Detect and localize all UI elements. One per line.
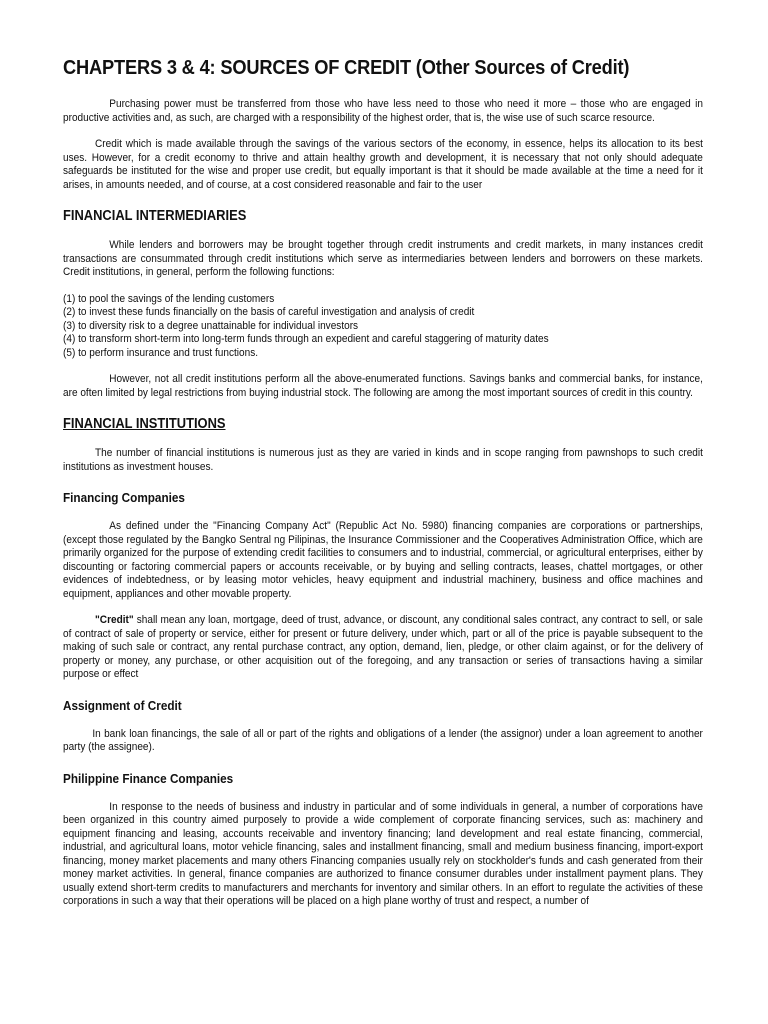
section-heading-financial-intermediaries: FINANCIAL INTERMEDIARIES	[63, 208, 247, 224]
subheading-philippine-finance-companies: Philippine Finance Companies	[63, 770, 234, 786]
intermediaries-paragraph-2: However, not all credit institutions perform all the above-enumerated functions. Savings banks and commercial banks, for instance, are often limited by legal restrictions from buying industrial stock. The following are among the most important sources of credit in this country.	[63, 373, 703, 399]
functions-list	[63, 293, 703, 361]
function-item: (3) to diversity risk to a degree unattainable for individual investors	[63, 319, 359, 332]
function-item: (5) to perform insurance and trust functions.	[63, 346, 259, 359]
credit-definition-text: shall mean any loan, mortgage, deed of trust, advance, or discount, any conditional sales contract, any contract to sell, or sale of contract of sale of property or service, either for present or future delivery, under which, part or all of the price is payable subsequent to the making of such sale or contract, any rental purchase contract, any option, demand, lien, pledge, or other claim against, or for the delivery of property or money, any purchase, or other acquisition out of the foregoing, and any transaction or series of transactions having a similar purpose or effect	[63, 614, 703, 680]
section-heading-financial-institutions: FINANCIAL INSTITUTIONS	[63, 416, 226, 432]
credit-term: "Credit"	[95, 614, 134, 626]
intro-paragraph-2: Credit which is made available through the savings of the various sectors of the economy, in essence, helps its allocation to its best uses. However, for a credit economy to thrive and attain healthy growth and development, it is necessary that not only should adequate safeguards be instituted for the wise and proper use credit, but equally important is that it should be made available at the time a need for it arises, in amounts needed, and of course, at a cost considered reasonable and fair to the user	[63, 138, 703, 191]
assignment-paragraph-1: In bank loan financings, the sale of all or part of the rights and obligations of a lender (the assignor) under a loan agreement to another party (the assignee).	[63, 727, 703, 753]
credit-definition-paragraph	[63, 614, 703, 682]
function-item: (2) to invest these funds financially on the basis of careful investigation and analysis of credit	[63, 306, 475, 318]
subheading-assignment-of-credit: Assignment of Credit	[63, 697, 182, 713]
function-item: (4) to transform short-term into long-term funds through an expedient and careful staggering of maturity dates	[63, 333, 549, 345]
document-title: CHAPTERS 3 & 4: SOURCES OF CREDIT (Other Sources of Credit)	[63, 56, 630, 79]
subheading-financing-companies: Financing Companies	[63, 490, 185, 505]
function-item: (1) to pool the savings of the lending customers	[63, 292, 275, 305]
institutions-paragraph-1: The number of financial institutions is numerous just as they are varied in kinds and in scope ranging from pawnshops to such credit institutions as investment houses.	[63, 447, 703, 473]
page-content	[63, 56, 703, 922]
intermediaries-paragraph-1: While lenders and borrowers may be brought together through credit instruments and credit markets, in many instances credit transactions are consummated through credit institutions which serve as intermediaries between lenders and borrowers on these markets. Credit institutions, in general, perform the following functions:	[63, 239, 703, 278]
philippine-finance-paragraph-1: In response to the needs of business and industry in particular and of some individuals in general, a number of corporations have been organized in this country aimed purposely to provide a wide complement of corporate financing services, such as: machinery and equipment financing and leasing, accounts receivable and inventory financing; land development and real estate financing, commercial, industrial, and agricultural loans, motor vehicle financing, sales and installment financing, small and medium business financing, import-export financing, money market placements and many others Financing companies usually rely on stockholder's funds and cash generated from their money market activities. In general, finance companies are authorized to finance consumer durables under installment payment plans. They usually extend short-term credits to manufacturers and merchants for inventory and similar others. In an effort to regulate the activities of these corporations in such a way that their operations will be placed on a high plane worthy of trust and respect, a number of	[63, 800, 703, 907]
intro-paragraph-1: Purchasing power must be transferred from those who have less need to those who need it more – those who are engaged in productive activities and, as such, are charged with a responsibility of the highest order, that is, the wise use of such scarce resource.	[63, 98, 703, 124]
financing-companies-paragraph-1: As defined under the "Financing Company Act" (Republic Act No. 5980) financing companies are corporations or partnerships, (except those regulated by the Bangko Sentral ng Pilipinas, the Insurance Commissioner and the Cooperatives Administration Office, which are primarily organized for the purpose of extending credit facilities to consumers and to industrial, commercial, or agricultural enterprises, either by discounting or factoring commercial papers or accounts receivable, or by buying and selling contracts, leases, chattel mortgages, or other evidences of indebtedness, or by leasing motor vehicles, heavy equipment and industrial machinery, business and office machines and equipment, appliances and other movable property.	[63, 520, 703, 600]
